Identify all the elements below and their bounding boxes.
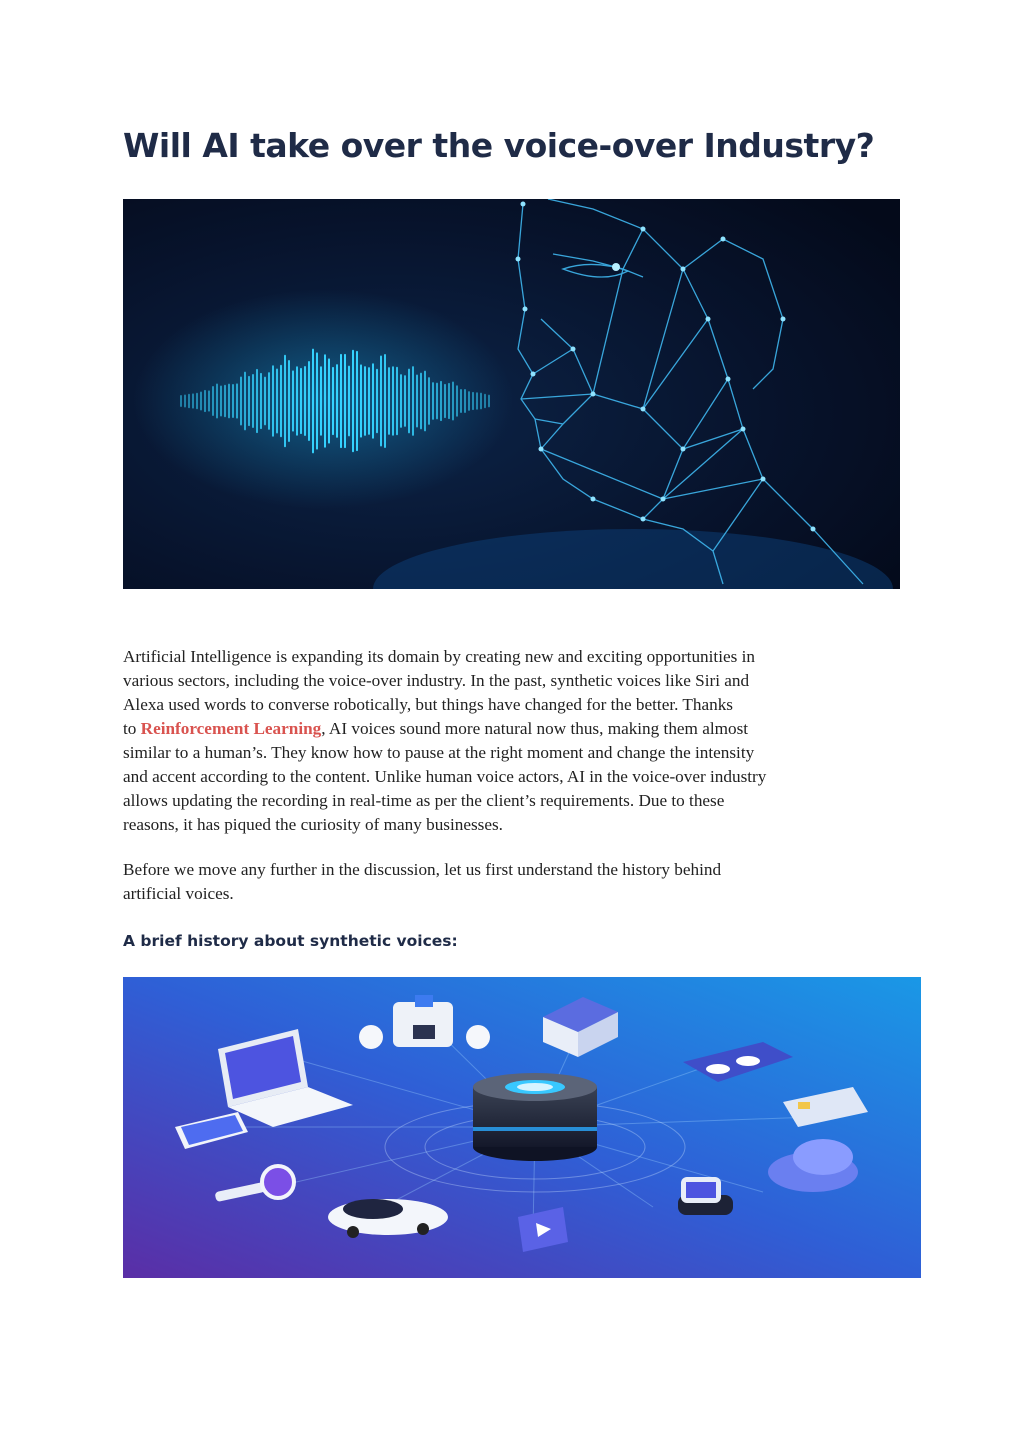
- history-intro-line: artificial voices.: [123, 884, 234, 903]
- smart-speaker-icon: [473, 1073, 597, 1161]
- intro-line: and accent according to the content. Unlike human voice actors, AI in the voice-over industry: [123, 767, 767, 786]
- intro-line: , AI voices sound more natural now thus, making them almost: [321, 719, 749, 738]
- history-intro-paragraph: [123, 858, 913, 906]
- intro-paragraph: [123, 645, 913, 837]
- intro-line: Artificial Intelligence is expanding its domain by creating new and exciting opportunities in: [123, 647, 755, 666]
- intro-line: similar to a human’s. They know how to pause at the right moment and change the intensity: [123, 743, 755, 762]
- intro-line: various sectors, including the voice-over industry. In the past, synthetic voices like Siri and: [123, 671, 750, 690]
- page-title: Will AI take over the voice-over Industry?: [123, 126, 875, 165]
- section-heading: A brief history about synthetic voices:: [123, 932, 458, 950]
- intro-line: reasons, it has piqued the curiosity of many businesses.: [123, 815, 503, 834]
- reinforcement-learning-link[interactable]: Reinforcement Learning: [140, 719, 322, 738]
- history-intro-line: Before we move any further in the discussion, let us first understand the history behind: [123, 860, 722, 879]
- intro-line: Alexa used words to converse robotically, but things have changed for the better. Thanks: [123, 695, 733, 714]
- intro-line: allows updating the recording in real-time as per the client’s requirements. Due to these: [123, 791, 725, 810]
- hero-image: [123, 199, 900, 589]
- smart-speaker-illustration: [123, 977, 921, 1278]
- intro-line: to: [123, 719, 141, 738]
